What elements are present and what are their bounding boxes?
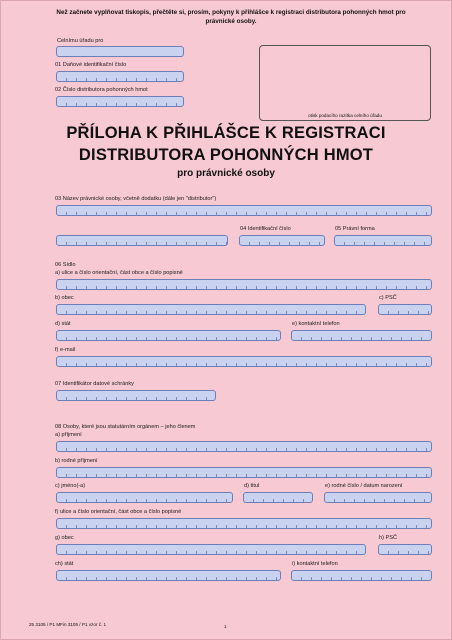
given-name-field[interactable] — [56, 492, 233, 503]
stamp-label: otisk podacího razítka celního úřadu — [308, 113, 382, 118]
office-label: Celnímu úřadu pro — [57, 38, 104, 44]
degree-label: d) titul — [244, 483, 260, 489]
stamp-box — [259, 45, 431, 121]
databox-label: 07 Identifikátor datové schránky — [55, 381, 134, 387]
birth-number-label: e) rodné číslo / datum narození — [325, 483, 403, 489]
person-state-label: ch) stát — [55, 561, 74, 567]
zip-field[interactable] — [378, 304, 432, 315]
town-field[interactable] — [56, 304, 366, 315]
zip-label: c) PSČ — [379, 295, 397, 301]
person-state-field[interactable] — [56, 570, 281, 581]
birth-surname-field[interactable] — [56, 467, 432, 478]
office-field[interactable] — [56, 46, 184, 57]
birth-surname-label: b) rodné příjmení — [55, 458, 98, 464]
town-label: b) obec — [55, 295, 74, 301]
legal-form-label: 05 Právní forma — [335, 226, 375, 232]
email-field[interactable] — [56, 356, 432, 367]
legal-form-field[interactable] — [334, 235, 432, 246]
form-title-line1: PŘÍLOHA K PŘIHLÁŠCE K REGISTRACI — [66, 124, 386, 142]
tax-id-label: 01 Daňové identifikační číslo — [55, 62, 127, 68]
page-number: 1 — [224, 624, 227, 629]
person-zip-label: h) PSČ — [379, 535, 398, 541]
phone-label: e) kontaktní telefon — [292, 321, 340, 327]
surname-label: a) příjmení — [55, 432, 82, 438]
degree-field[interactable] — [243, 492, 313, 503]
form-subtitle: pro právnické osoby — [177, 168, 275, 179]
distributor-number-field[interactable] — [56, 96, 184, 107]
distributor-number-label: 02 Číslo distributora pohonných hmot — [55, 87, 148, 93]
state-field[interactable] — [56, 330, 281, 341]
given-name-label: c) jméno(-a) — [55, 483, 86, 489]
ico-label: 04 Identifikační číslo — [240, 226, 291, 232]
person-town-label: g) obec — [55, 535, 74, 541]
person-street-label: f) ulice a číslo orientační, část obce a číslo popisné — [55, 509, 182, 515]
ico-field[interactable] — [239, 235, 325, 246]
person-phone-field[interactable] — [291, 570, 432, 581]
email-label: f) e-mail — [55, 347, 76, 353]
street-field[interactable] — [56, 279, 432, 290]
state-label: d) stát — [55, 321, 71, 327]
instructions-text: Než začnete vyplňovat tiskopis, přečtěte si, prosím, pokyny k přihlášce k registraci distributora pohonných hmot pro právnické osoby. — [56, 9, 406, 25]
footer-form-code: 25 3105 / P1 MFin 3105 / P1 vzor č. 1 — [29, 622, 107, 627]
form-title-line2: DISTRIBUTORA POHONNÝCH HMOT — [78, 146, 374, 164]
street-label: a) ulice a číslo orientační, část obce a číslo popisné — [55, 270, 183, 276]
tax-id-field[interactable] — [56, 71, 184, 82]
name-label: 03 Název právnické osoby, včetně dodatku (dále jen "distributor") — [55, 196, 217, 202]
company-name-field-1[interactable] — [56, 205, 432, 216]
persons-label: 08 Osoby, které jsou statutárním orgánem – jeho členem — [55, 424, 196, 430]
databox-field[interactable] — [56, 390, 216, 401]
person-town-field[interactable] — [56, 544, 366, 555]
phone-field[interactable] — [291, 330, 432, 341]
person-phone-label: i) kontaktní telefon — [292, 561, 338, 567]
birth-number-field[interactable] — [324, 492, 432, 503]
person-zip-field[interactable] — [378, 544, 432, 555]
person-street-field[interactable] — [56, 518, 432, 529]
seat-label: 06 Sídlo — [55, 262, 76, 268]
company-name-field-2[interactable] — [56, 235, 228, 246]
surname-field[interactable] — [56, 441, 432, 452]
